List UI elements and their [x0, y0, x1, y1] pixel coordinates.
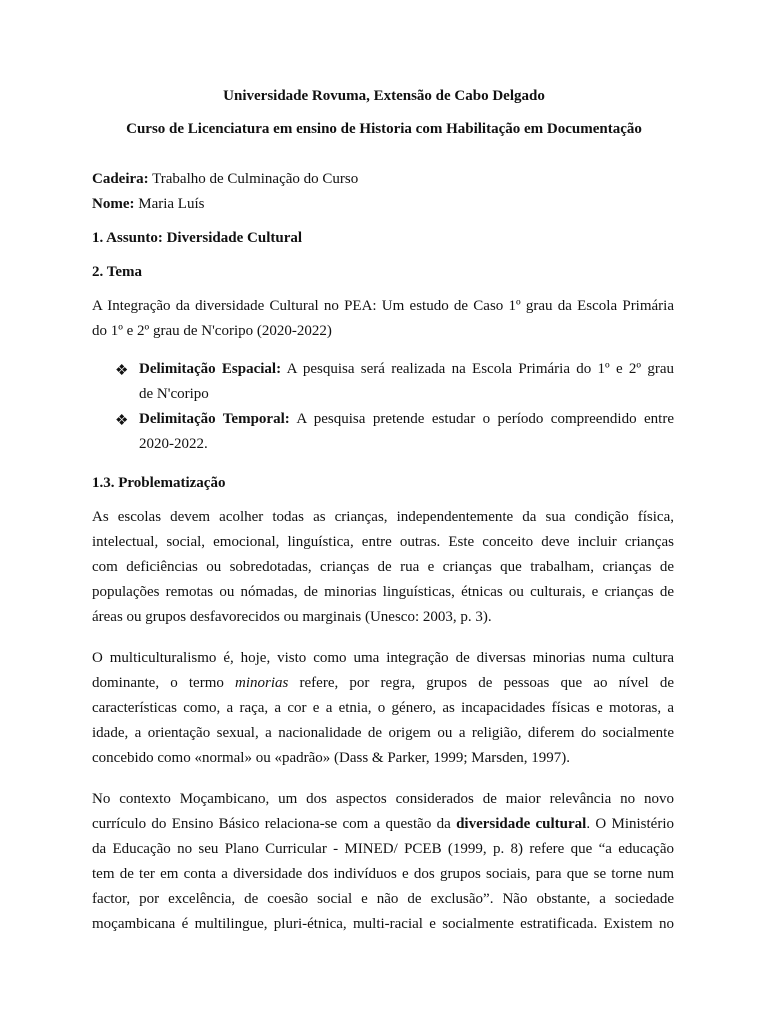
- paragraph-line: concebido como «normal» ou «padrão» (Dass & Parker, 1999; Marsden, 1997).: [92, 750, 571, 766]
- diamond-bullet-icon: ❖: [115, 413, 129, 429]
- cadeira-value: Trabalho de Culminação do Curso: [148, 171, 359, 187]
- text-run: . O Ministério: [586, 816, 674, 832]
- paragraph-line: características como, a raça, a cor e a etnia, o género, as incapacidades físicas e motoras, a: [92, 700, 674, 716]
- paragraph-line: áreas ou grupos desfavorecidos ou marginais (Unesco: 2003, p. 3).: [92, 609, 492, 625]
- text-run: refere, por regra, grupos de pessoas que ao nível de: [288, 675, 674, 691]
- university-title: Universidade Rovuma, Extensão de Cabo Delgado: [223, 88, 545, 104]
- tema-text-line: A Integração da diversidade Cultural no PEA: Um estudo de Caso 1º grau da Escola Primária: [92, 298, 674, 314]
- tema-heading: 2. Tema: [92, 264, 143, 280]
- nome-line: [92, 196, 204, 213]
- bullet-label: Delimitação Temporal:: [139, 411, 290, 427]
- paragraph-line: com deficiências ou sobredotadas, crianças de rua e crianças que trabalham, crianças de: [92, 559, 674, 575]
- paragraph-line: [92, 816, 674, 833]
- paragraph-line: moçambicana é multilingue, pluri-étnica, multi-racial e socialmente estratificada. Existem no: [92, 916, 674, 932]
- bullet-text: A pesquisa será realizada na Escola Primária do 1º e 2º grau: [281, 361, 674, 377]
- paragraph-line: As escolas devem acolher todas as crianças, independentemente da sua condição física,: [92, 509, 674, 525]
- paragraph-line: No contexto Moçambicano, um dos aspectos considerados de maior relevância no novo: [92, 791, 674, 807]
- bullet-label: Delimitação Espacial:: [139, 361, 282, 377]
- problematizacao-heading: 1.3. Problematização: [92, 475, 226, 491]
- bullet-text-continuation: 2020-2022.: [139, 436, 208, 452]
- bullet-delimitacao-espacial: [139, 361, 674, 378]
- paragraph-line: factor, por excelência, de coesão social e não de exclusão”. Não obstante, a sociedade: [92, 891, 674, 907]
- paragraph-line: idade, a orientação sexual, a nacionalidade de origem ou a religião, diferem do socialmente: [92, 725, 674, 741]
- paragraph-line: populações remotas ou nómadas, de minorias linguísticas, étnicas ou culturais, e crianças de: [92, 584, 674, 600]
- diamond-bullet-icon: ❖: [115, 363, 129, 379]
- tema-text-line: do 1º e 2º grau de N'coripo (2020-2022): [92, 323, 332, 339]
- bullet-text-continuation: de N'coripo: [139, 386, 209, 402]
- nome-label: Nome:: [92, 196, 135, 212]
- assunto-heading: 1. Assunto: Diversidade Cultural: [92, 230, 303, 246]
- paragraph-line: O multiculturalismo é, hoje, visto como uma integração de diversas minorias numa cultura: [92, 650, 674, 666]
- paragraph-line: [92, 675, 674, 692]
- nome-value: Maria Luís: [134, 196, 205, 212]
- bold-term: diversidade cultural: [456, 816, 587, 832]
- text-run: dominante, o termo: [92, 675, 236, 691]
- paragraph-line: tem de ter em conta a diversidade dos indivíduos e dos grupos sociais, para que se torne num: [92, 866, 674, 882]
- italic-term: minorias: [235, 675, 289, 691]
- cadeira-label: Cadeira:: [92, 171, 149, 187]
- paragraph-line: intelectual, social, emocional, linguística, entre outras. Este conceito deve incluir crianças: [92, 534, 674, 550]
- bullet-delimitacao-temporal: [139, 411, 674, 428]
- text-run: currículo do Ensino Básico relaciona-se com a questão da: [92, 816, 457, 832]
- cadeira-line: [92, 171, 358, 188]
- bullet-text: A pesquisa pretende estudar o período compreendido entre: [289, 411, 674, 427]
- paragraph-line: da Educação no seu Plano Curricular - MINED/ PCEB (1999, p. 8) refere que “a educação: [92, 841, 674, 857]
- course-title: Curso de Licenciatura em ensino de Historia com Habilitação em Documentação: [126, 121, 642, 137]
